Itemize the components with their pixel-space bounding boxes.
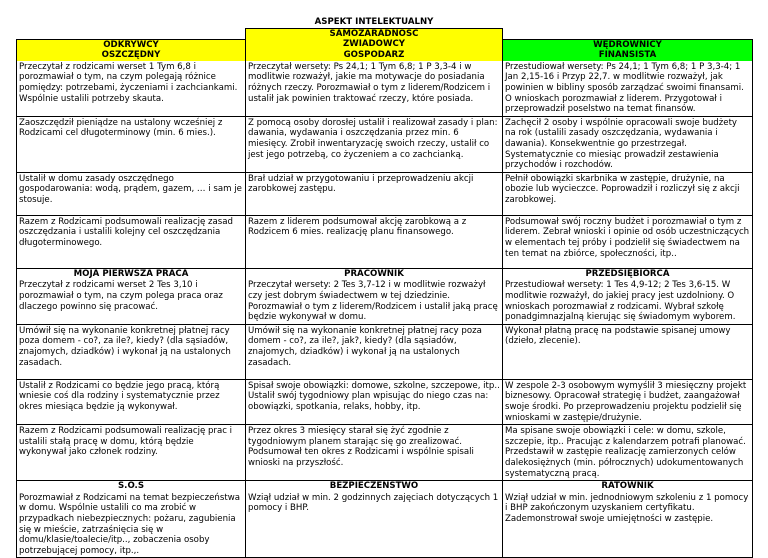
table-cell: Ustalił z Rodzicami co będzie jego pracą, którą wniesie coś dla rodziny i systematycznie przez okres miesiąca będzie ją wykonywał. <box>17 379 246 424</box>
spacer <box>503 28 753 39</box>
main-title: ASPEKT INTELEKTUALNY <box>314 17 434 27</box>
table-cell: Przestudiował wersety: 1 Tes 4,9-12; 2 Tes 3,6-15. W modlitwie rozważył, do jakiej pracy jest uzdolniony. O wnioskach porozmawiał z rodzicami. Wybrał szkołę ponadgimnazjalną kierując się świadomym wyborem. <box>503 279 753 324</box>
table-cell: Brał udział w przygotowaniu i przeprowadzeniu akcji zarobkowej zastępu. <box>246 172 503 215</box>
section-header: PRZEDSIĘBIORCA <box>503 268 753 279</box>
table-cell: Zaoszczędził pieniądze na ustalony wcześniej z Rodzicami cel długoterminowy (min. 6 mies.). <box>17 116 246 172</box>
table-cell: Wykonał płatną pracę na podstawie spisanej umowy (dzieło, zlecenie). <box>503 324 753 379</box>
table-cell: Przeczytał wersety: 2 Tes 3,7-12 i w modlitwie rozważył czy jest dobrym świadectwem w tej dziedzinie. Porozmawiał o tym z liderem/Rodzicem i ustalił jaką pracę będzie wykonywał w domu. <box>246 279 503 324</box>
table-cell: Umówił się na wykonanie konkretnej płatnej racy poza domem - co?, za ile?, kiedy? (dla sąsiadów, znajomych, dziadków) i wykonał ją na ustalonych zasadach. <box>17 324 246 379</box>
spacer <box>503 17 753 28</box>
section-header: FINANSISTA <box>503 50 753 61</box>
spacer <box>17 17 246 28</box>
table-cell: Przeczytał wersety: Ps 24,1; 1 Tym 6,8; 1 P 3,3-4 i w modlitwie rozważył, jakie ma motywacje do posiadania różnych rzeczy. Porozmawiał o tym z liderem/Rodzicem i ustalił jak powinien traktować rzeczy, które posiada. <box>246 61 503 116</box>
table-cell: Spisał swoje obowiązki: domowe, szkolne, szczepowe, itp.. Ustalił swój tygodniowy plan wpisując do niego czas na: obowiązki, spotkania, relaks, hobby, itp. <box>246 379 503 424</box>
section-header: MOJA PIERWSZA PRACA <box>17 268 246 279</box>
table-cell: Wziął udział w min. jednodniowym szkoleniu z 1 pomocy i BHP zakończonym uzyskaniem certyfikatu. Zademonstrował swoje umiejętności w zastępie. <box>503 492 753 558</box>
section-header: PRACOWNIK <box>246 268 503 279</box>
scouting-requirements-table <box>16 17 753 558</box>
table-cell: Ma spisane swoje obowiązki i cele: w domu, szkole, szczepie, itp.. Pracując z kalendarzem potrafi planować. Przedstawił w zastępie realizację zamierzonych celów dalekosiężnych (min. półrocznych) udokumentowanych systematyczną pracą. <box>503 425 753 481</box>
table-cell: Zachęcił 2 osoby i wspólnie opracowali swoje budżety na rok (ustalili zasady oszczędzania, wydawania i dawania). Konsekwentnie go przestrzegał. Systematycznie co miesiąc prowadził zestawienia przychodów i rozchodów. <box>503 116 753 172</box>
section-header: RATOWNIK <box>503 481 753 492</box>
table-cell: Porozmawiał z Rodzicami na temat bezpieczeństwa w domu. Wspólnie ustalili co ma zrobić w przypadkach niebezpiecznych: pożaru, zagubienia się w mieście, zatrzaśnięcia się w domu/klasie/toalecie/itp.., zobaczenia osoby potrzebującej pomocy, itp.,. <box>17 492 246 558</box>
section-header: OSZCZĘDNY <box>17 50 246 61</box>
subtitle: SAMOZARADNOŚĆ <box>246 28 503 39</box>
table-cell: Umówił się na wykonanie konkretnej płatnej racy poza domem - co?, za ile?, jak?, kiedy? (dla sąsiadów, znajomych, dziadków) i wykonał ją na ustalonych zasadach. <box>246 324 503 379</box>
section-header: S.O.S <box>17 481 246 492</box>
table-cell: Przestudiował wersety: Ps 24,1; 1 Tym 6,8; 1 P 3,3-4; 1 Jan 2,15-16 i Przyp 22,7. w modlitwie rozważył, jak powinien w bibliny sposób zarządzać swoimi finansami. O wnioskach porozmawiał z liderem. Przygotował i przeprowadził poselstwo na temat finansów. <box>503 61 753 116</box>
section-header: GOSPODARZ <box>246 50 503 61</box>
table-cell: Z pomocą osoby dorosłej ustalił i realizował zasady i plan: dawania, wydawania i oszczędzania przez min. 6 miesięcy. Zrobił inwentaryzację swoich rzeczy, ustalił co jest jego potrzebą, co życzeniem a co zachcianką. <box>246 116 503 172</box>
level-header-zwiadowcy: ZWIADOWCY <box>246 39 503 50</box>
table-cell: Razem z Rodzicami podsumowali realizację zasad oszczędzania i ustalili kolejny cel oszczędzania długoterminowego. <box>17 215 246 268</box>
spacer <box>17 28 246 39</box>
table-cell: Razem z liderem podsumował akcję zarobkową a z Rodzicem 6 mies. realizację planu finansowego. <box>246 215 503 268</box>
level-header-wedrownicy: WĘDROWNICY <box>503 39 753 50</box>
section-header: BEZPIECZEŃSTWO <box>246 481 503 492</box>
table-cell: W zespole 2-3 osobowym wymyślił 3 miesięczny projekt biznesowy. Opracował strategię i budżet, zaangażował swoje środki. Po przeprowadzeniu projektu podzielił się wnioskami w zastępie/drużynie. <box>503 379 753 424</box>
table-cell: Pełnił obowiązki skarbnika w zastępie, drużynie, na obozie lub wycieczce. Poprowadził i rozliczył się z akcji zarobkowej. <box>503 172 753 215</box>
table-cell: Przeczytał z rodzicami werset 2 Tes 3,10 i porozmawiał o tym, na czym polega praca oraz dlaczego powinno się pracować. <box>17 279 246 324</box>
table-cell: Ustalił w domu zasady oszczędnego gospodarowania: wodą, prądem, gazem, … i sam je stosuje. <box>17 172 246 215</box>
table-cell: Przeczytał z rodzicami werset 1 Tym 6,8 i porozmawiał o tym, na czym polegają różnice pomiędzy: potrzebami, życzeniami i zachciankami. Wspólnie ustalili potrzeby skauta. <box>17 61 246 116</box>
table-cell: Razem z Rodzicami podsumowali realizację prac i ustalili stałą pracę w domu, którą będzie wykonywał jako członek rodziny. <box>17 425 246 481</box>
level-header-odkrywcy: ODKRYWCY <box>17 39 246 50</box>
table-cell: Podsumował swój roczny budżet i porozmawiał o tym z liderem. Zebrał wnioski i opinie od osób uczestniczących w elementach tej próby i podzielił się świadectwem na ten temat na zbiórce, społeczności, itp.. <box>503 215 753 268</box>
table-cell: Przez okres 3 miesięcy starał się żyć zgodnie z tygodniowym planem starając się go zrealizować. Podsumował ten okres z Rodzicami i wspólnie spisali wnioski na przyszłość. <box>246 425 503 481</box>
table-cell: Wziął udział w min. 2 godzinnych zajęciach dotyczących 1 pomocy i BHP. <box>246 492 503 558</box>
